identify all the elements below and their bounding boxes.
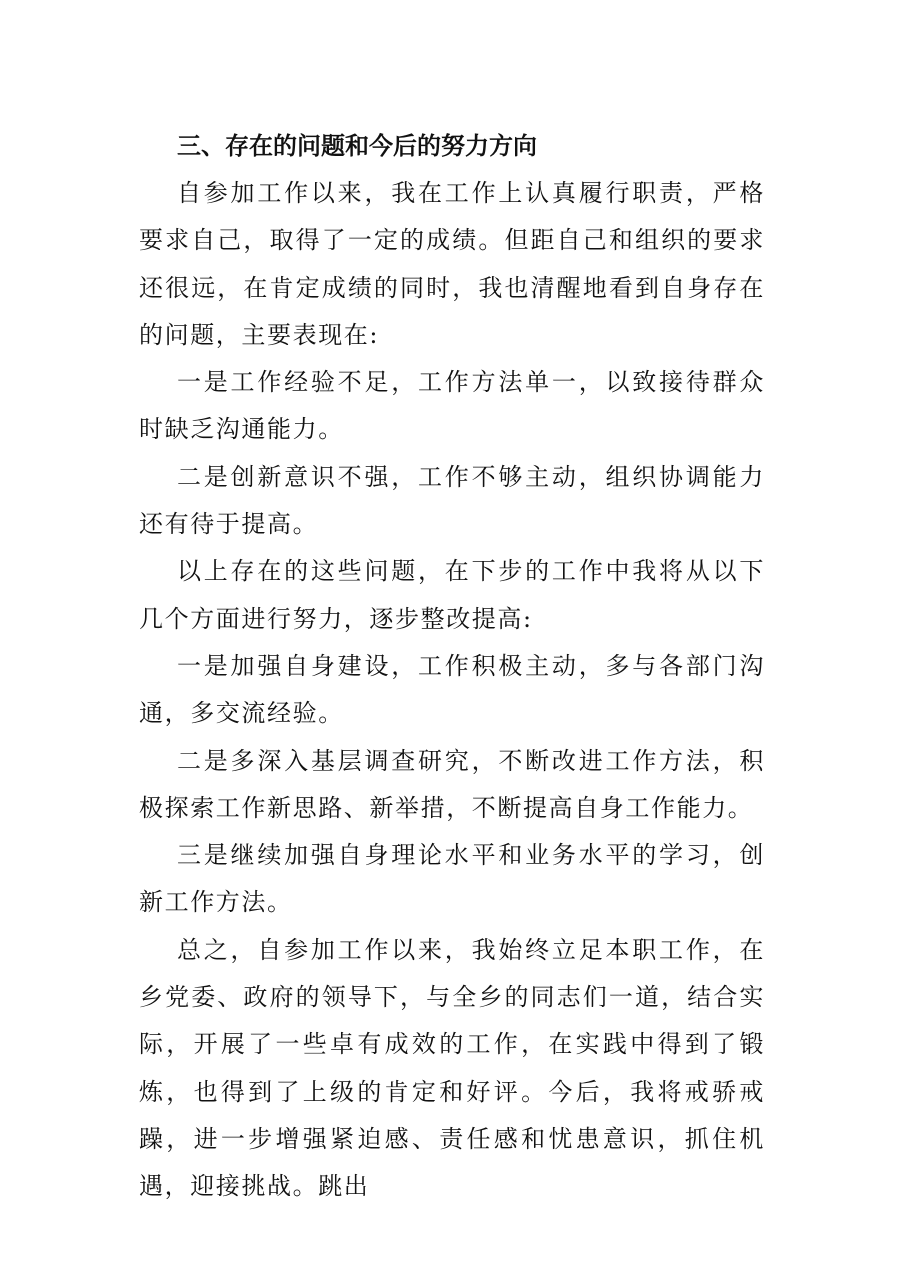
paragraph-measure-2: 二是多深入基层调查研究，不断改进工作方法，积极探索工作新思路、新举措，不断提高自身工作能力。	[139, 746, 765, 822]
section-heading: 三、存在的问题和今后的努力方向	[177, 131, 537, 160]
paragraph-problem-1: 一是工作经验不足，工作方法单一，以致接待群众时缺乏沟通能力。	[139, 368, 765, 444]
paragraph-measure-3: 三是继续加强自身理论水平和业务水平的学习，创新工作方法。	[139, 841, 765, 917]
paragraph-problem-2: 二是创新意识不强，工作不够主动，组织协调能力还有待于提高。	[139, 462, 765, 539]
paragraph-summary: 总之，自参加工作以来，我始终立足本职工作，在乡党委、政府的领导下，与全乡的同志们一道，结合实际，开展了一些卓有成效的工作，在实践中得到了锻炼，也得到了上级的肯定和好评。今后，我将戒骄戒躁，进一步增强紧迫感、责任感和忧患意识，抓住机遇，迎接挑战。跳出	[139, 935, 765, 1201]
paragraph-transition: 以上存在的这些问题，在下步的工作中我将从以下几个方面进行努力，逐步整改提高:	[139, 557, 765, 633]
paragraph-intro: 自参加工作以来，我在工作上认真履行职责，严格要求自己，取得了一定的成绩。但距自己和组织的要求还很远，在肯定成绩的同时，我也清醒地看到自身存在的问题，主要表现在:	[139, 179, 765, 349]
paragraph-measure-1: 一是加强自身建设，工作积极主动，多与各部门沟通，多交流经验。	[139, 651, 765, 728]
document-body	[139, 122, 765, 1211]
